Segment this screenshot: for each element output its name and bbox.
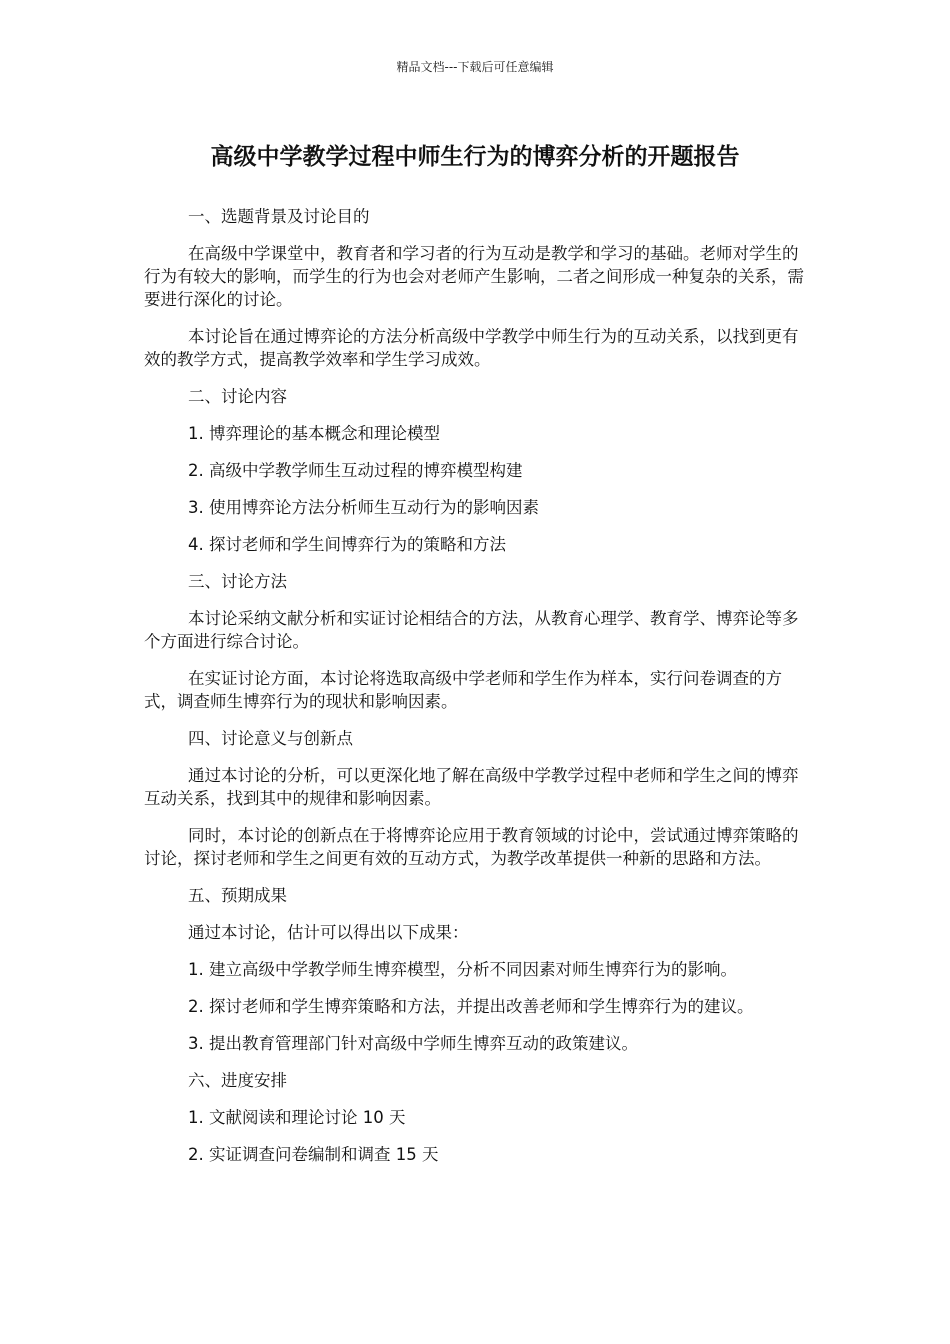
document-title: 高级中学教学过程中师生行为的博弈分析的开题报告 (210, 144, 740, 170)
section-heading-method: 三、讨论方法 (188, 572, 287, 591)
header-note: 精品文档---下载后可任意编辑 (396, 60, 554, 74)
section-heading-significance: 四、讨论意义与创新点 (188, 729, 353, 748)
list-item-outcome-1: 1. 建立高级中学教学师生博弈模型，分析不同因素对师生博弈行为的影响。 (188, 960, 737, 979)
paragraph-outcomes-intro: 通过本讨论，估计可以得出以下成果： (188, 923, 469, 942)
paragraph-method-1: 本讨论采纳文献分析和实证讨论相结合的方法，从教育心理学、教育学、博弈论等多个方面进行综合讨论。 (144, 609, 799, 651)
paragraph-background: 在高级中学课堂中，教育者和学习者的行为互动是教学和学习的基础。老师对学生的行为有较大的影响，而学生的行为也会对老师产生影响，二者之间形成一种复杂的关系，需要进行深化的讨论。 (144, 244, 804, 309)
list-item-content-3: 3. 使用博弈论方法分析师生互动行为的影响因素 (188, 498, 539, 517)
list-item-schedule-1: 1. 文献阅读和理论讨论 10 天 (188, 1108, 406, 1127)
list-item-content-4: 4. 探讨老师和学生间博弈行为的策略和方法 (188, 535, 506, 554)
section-heading-content: 二、讨论内容 (188, 387, 287, 406)
section-heading-background: 一、选题背景及讨论目的 (188, 207, 370, 226)
list-item-content-2: 2. 高级中学教学师生互动过程的博弈模型构建 (188, 461, 523, 480)
list-item-schedule-2: 2. 实证调查问卷编制和调查 15 天 (188, 1145, 439, 1164)
paragraph-significance-2: 同时，本讨论的创新点在于将博弈论应用于教育领域的讨论中，尝试通过博弈策略的讨论，探讨老师和学生之间更有效的互动方式，为教学改革提供一种新的思路和方法。 (144, 826, 799, 868)
paragraph-significance-1: 通过本讨论的分析，可以更深化地了解在高级中学教学过程中老师和学生之间的博弈互动关系，找到其中的规律和影响因素。 (144, 766, 799, 808)
list-item-content-1: 1. 博弈理论的基本概念和理论模型 (188, 424, 440, 443)
document-body (144, 205, 806, 1180)
section-heading-outcomes: 五、预期成果 (188, 886, 287, 905)
list-item-outcome-3: 3. 提出教育管理部门针对高级中学师生博弈互动的政策建议。 (188, 1034, 638, 1053)
paragraph-method-2: 在实证讨论方面，本讨论将选取高级中学老师和学生作为样本，实行问卷调查的方式，调查师生博弈行为的现状和影响因素。 (144, 669, 782, 711)
paragraph-purpose: 本讨论旨在通过博弈论的方法分析高级中学教学中师生行为的互动关系，以找到更有效的教学方式，提高教学效率和学生学习成效。 (144, 327, 799, 369)
section-heading-schedule: 六、进度安排 (188, 1071, 287, 1090)
list-item-outcome-2: 2. 探讨老师和学生博弈策略和方法，并提出改善老师和学生博弈行为的建议。 (188, 997, 754, 1016)
